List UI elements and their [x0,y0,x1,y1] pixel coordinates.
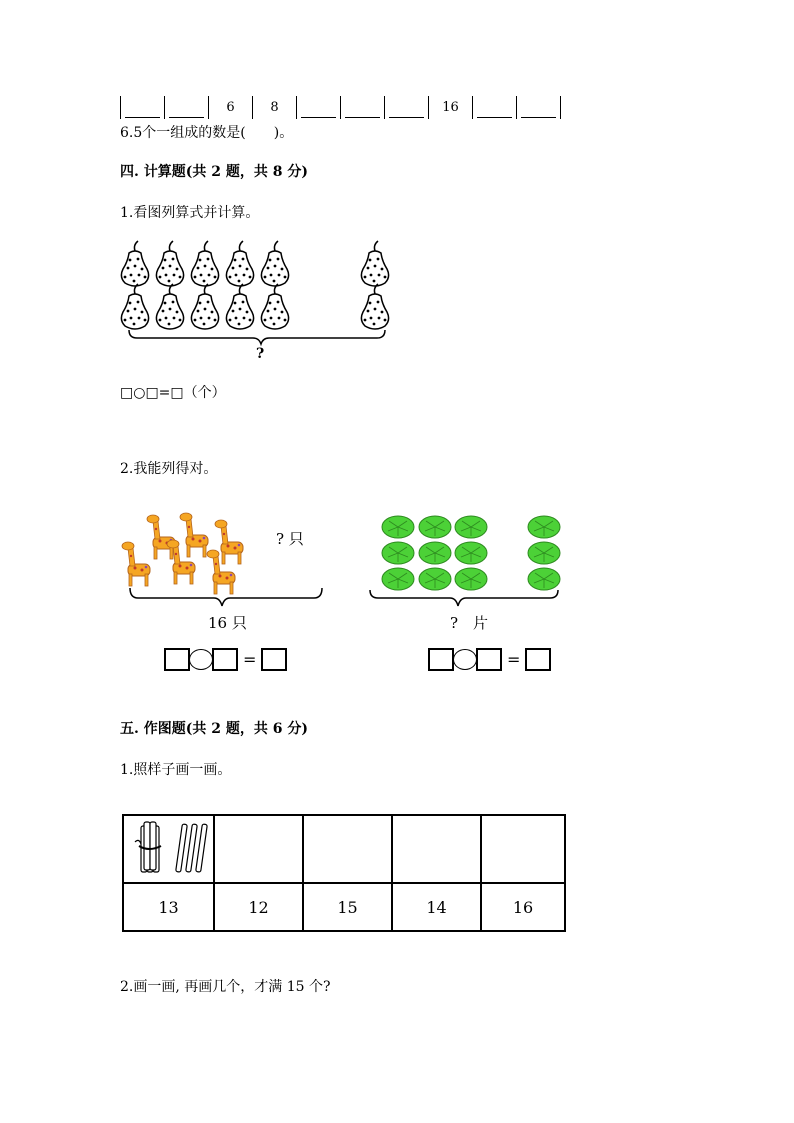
answer-box[interactable] [261,648,287,671]
drawing-cell[interactable] [392,815,481,883]
answer-box[interactable] [476,648,502,671]
pear-icon [261,241,288,286]
pear-icon [156,284,183,329]
stick-bundle-icon [127,816,211,878]
answer-box[interactable] [525,648,551,671]
answer-box[interactable] [212,648,238,671]
pear-icon [261,284,288,329]
pear-icon [191,284,218,329]
drawing-table [122,814,566,932]
drawing-cell[interactable] [481,815,565,883]
pear-icon [121,284,148,329]
number-label-cell: 13 [123,883,214,931]
number-cell [384,96,428,119]
section-5-heading: 五. 作图题(共 2 题，共 6 分) [120,721,308,737]
leaf-icon [419,542,451,564]
pear-icon [191,241,218,286]
giraffe-total-label: 16 只 [208,614,247,632]
number-cell [164,96,208,119]
pear-icon [226,284,253,329]
leaf-icon [455,516,487,538]
s4-q1-label: 1.看图列算式并计算。 [120,205,260,221]
drawing-cell[interactable] [303,815,392,883]
brace-icon [370,590,558,606]
giraffe-icon [180,513,208,557]
s4-q2-label: 2.我能列得对。 [120,461,218,477]
pear-icon [361,284,388,329]
leaf-illustration [362,510,572,610]
number-label-cell: 16 [481,883,565,931]
giraffe-icon [147,515,175,559]
operator-circle[interactable] [453,649,477,670]
leaf-icon [455,568,487,590]
leaf-icon [382,542,414,564]
sample-sticks-cell [123,815,214,883]
leaf-icon [528,542,560,564]
brace-icon [130,588,322,606]
answer-box[interactable] [164,648,190,671]
number-cell: 8 [252,96,296,119]
equals-sign: = [243,650,257,669]
number-cell [120,96,164,119]
leaf-icon [382,516,414,538]
leaf-icon [455,542,487,564]
leaf-icon [528,516,560,538]
number-sequence-row [120,96,561,119]
equals-sign: = [507,650,521,669]
answer-box[interactable] [428,648,454,671]
drawing-cell[interactable] [214,815,303,883]
number-cell [296,96,340,119]
brace-icon [129,330,385,344]
s4-q1-equation: □○□=□（个） [120,385,226,401]
number-label-cell: 12 [214,883,303,931]
pear-icon [226,241,253,286]
leaf-icon [419,516,451,538]
giraffe-question-label: ? 只 [276,530,304,548]
leaf-icon [419,568,451,590]
number-cell [472,96,516,119]
leaf-equation-boxes [428,648,551,671]
leaf-icon [382,568,414,590]
pear-brace-label: ? [256,346,265,362]
number-cell [516,96,561,119]
pear-icon [361,241,388,286]
giraffe-illustration [118,510,328,610]
number-label-cell: 14 [392,883,481,931]
number-cell: 16 [428,96,472,119]
pear-icon [156,241,183,286]
giraffe-equation-boxes [164,648,287,671]
pear-icon [121,241,148,286]
number-cell [340,96,384,119]
number-cell: 6 [208,96,252,119]
giraffe-icon [207,550,235,594]
leaf-icon [528,568,560,590]
number-label-cell: 15 [303,883,392,931]
giraffe-icon [122,542,150,586]
s5-q2-label: 2.画一画, 再画几个，才满 15 个? [120,979,331,995]
s5-q1-label: 1.照样子画一画。 [120,762,232,778]
section-4-heading: 四. 计算题(共 2 题，共 8 分) [120,164,308,180]
giraffe-icon [215,520,243,564]
leaf-total-label: ? 片 [450,614,489,632]
operator-circle[interactable] [189,649,213,670]
question-6-text: 6.5个一组成的数是( )。 [120,125,294,141]
